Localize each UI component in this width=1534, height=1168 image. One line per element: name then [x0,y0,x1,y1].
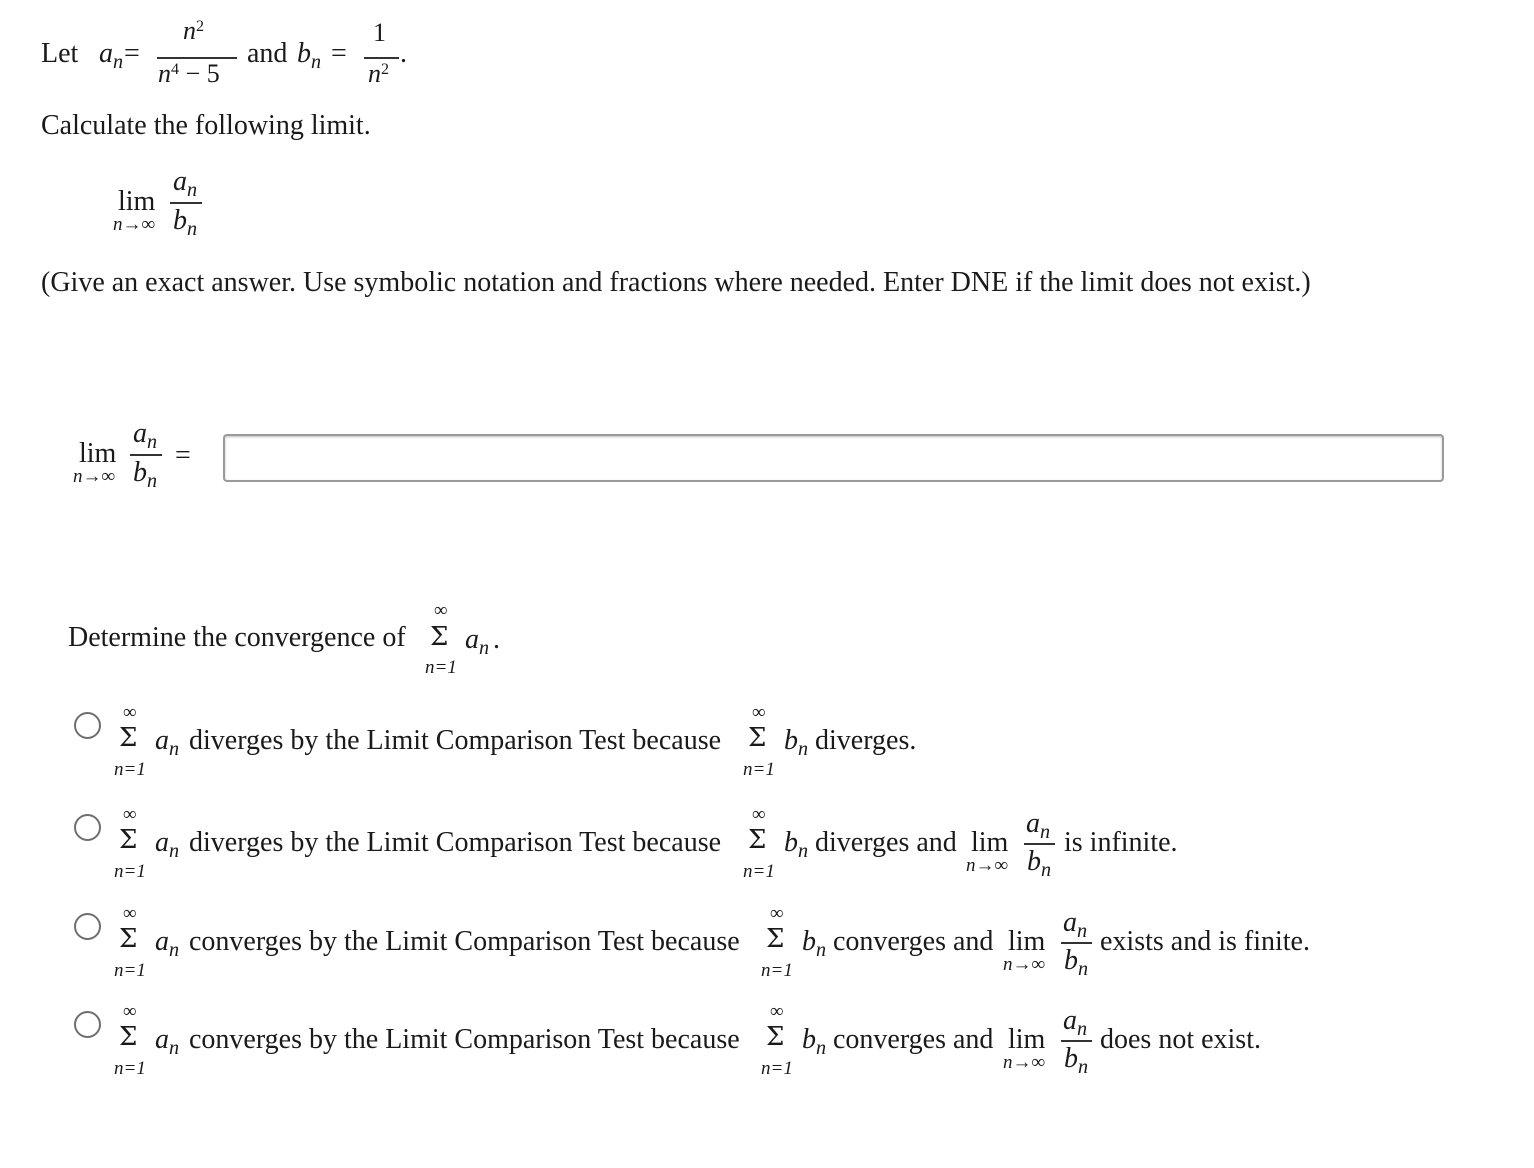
sigma-icon: Σ [766,1022,785,1052]
sigma-icon: Σ [766,924,785,954]
sigma-icon: Σ [748,723,767,753]
series-term-a: $a_n$ [155,725,180,760]
option-text: exists and is finite. [1100,926,1310,957]
sum-lower-limit: n=1 [114,861,146,882]
frac-numerator: $a_n$ [133,418,158,453]
lim-subscript: n→∞ [113,214,156,235]
sigma-icon: Σ [748,825,767,855]
fraction-bar [1024,843,1055,845]
lim-subscript: n→∞ [1003,954,1046,975]
fraction-bar [130,454,162,456]
lim-subscript: n→∞ [73,466,116,487]
sum-upper-limit: ∞ [770,1001,784,1022]
frac-denominator: $b_n$ [1064,1043,1089,1078]
frac-denominator: $b_n$ [1064,945,1089,980]
frac-numerator: $a_n$ [1063,1005,1088,1040]
sum-lower-limit: n=1 [743,861,775,882]
equals-sign: = [331,38,347,69]
option-text: converges by the Limit Comparison Test because [189,1024,740,1055]
option-text: diverges by the Limit Comparison Test because [189,725,722,756]
sum-lower-limit: n=1 [761,1058,793,1079]
b-numerator: 1 [373,18,386,47]
b-denominator: $n^2$ [368,59,390,88]
lim-subscript: n→∞ [966,855,1009,876]
sum-upper-limit: ∞ [123,903,137,924]
sum-lower-limit: n=1 [761,960,793,981]
series-term-a: $a_n$ [155,1024,180,1059]
a-denominator: $n^4 - 5$ [158,59,220,88]
period: . [493,624,500,655]
sigma-icon: Σ [430,622,449,652]
radio-option-3[interactable] [74,913,101,940]
option-text: diverges and [815,827,957,858]
option-text: is infinite. [1064,827,1178,858]
let-label: Let [41,38,79,69]
series-term-a: $a_n$ [155,827,180,862]
series-term-b: $b_n$ [784,827,809,862]
sum-lower-limit: n=1 [743,759,775,780]
lim-label: lim [118,186,156,217]
lim-subscript: n→∞ [1003,1052,1046,1073]
option-text: converges and [833,1024,994,1055]
radio-option-1[interactable] [74,712,101,739]
option-text: converges and [833,926,994,957]
and-label: and [247,38,288,69]
sum-lower-limit: n=1 [114,759,146,780]
sigma-icon: Σ [119,825,138,855]
sum-upper-limit: ∞ [752,702,766,723]
sigma-icon: Σ [119,924,138,954]
series-term-b: $b_n$ [784,725,809,760]
sum-lower-limit: n=1 [425,657,457,678]
radio-option-4[interactable] [74,1011,101,1038]
series-term-a: $a_n$ [155,926,180,961]
convergence-prompt: Determine the convergence of [68,622,406,653]
series-term: $a_n$ [465,624,490,659]
b-n-symbol: $b_n$ [297,38,322,73]
sum-lower-limit: n=1 [114,960,146,981]
fraction-bar [170,202,202,204]
sum-upper-limit: ∞ [434,600,448,621]
option-text: diverges by the Limit Comparison Test because [189,827,722,858]
sum-upper-limit: ∞ [752,804,766,825]
series-term-b: $b_n$ [802,926,827,961]
lim-label: lim [971,827,1009,858]
sum-upper-limit: ∞ [770,903,784,924]
frac-numerator: $a_n$ [173,166,198,201]
frac-denominator: $b_n$ [1027,846,1052,881]
lim-label: lim [79,438,117,469]
sum-upper-limit: ∞ [123,1001,137,1022]
option-text: diverges. [815,725,917,756]
sigma-icon: Σ [119,723,138,753]
frac-denominator: $b_n$ [173,205,198,240]
limit-answer-input[interactable] [223,434,1444,482]
equals-sign: = [124,38,140,69]
lim-label: lim [1008,1024,1046,1055]
sigma-icon: Σ [119,1022,138,1052]
option-text: does not exist. [1100,1024,1261,1055]
frac-denominator: $b_n$ [133,457,158,492]
fraction-bar [1061,942,1092,944]
equals-sign: = [175,440,191,471]
frac-numerator: $a_n$ [1026,808,1051,843]
sum-upper-limit: ∞ [123,804,137,825]
sum-upper-limit: ∞ [123,702,137,723]
option-text: converges by the Limit Comparison Test because [189,926,740,957]
series-term-b: $b_n$ [802,1024,827,1059]
lim-label: lim [1008,926,1046,957]
a-n-symbol: $a_n$ [99,38,124,73]
sum-lower-limit: n=1 [114,1058,146,1079]
fraction-bar [1061,1040,1092,1042]
calculate-prompt: Calculate the following limit. [41,110,371,141]
a-numerator: $n^2$ [183,16,205,45]
period: . [400,38,407,69]
frac-numerator: $a_n$ [1063,907,1088,942]
radio-option-2[interactable] [74,814,101,841]
instructions-text: (Give an exact answer. Use symbolic notation and fractions where needed. Enter DNE if the limit does not exist.) [41,267,1311,298]
